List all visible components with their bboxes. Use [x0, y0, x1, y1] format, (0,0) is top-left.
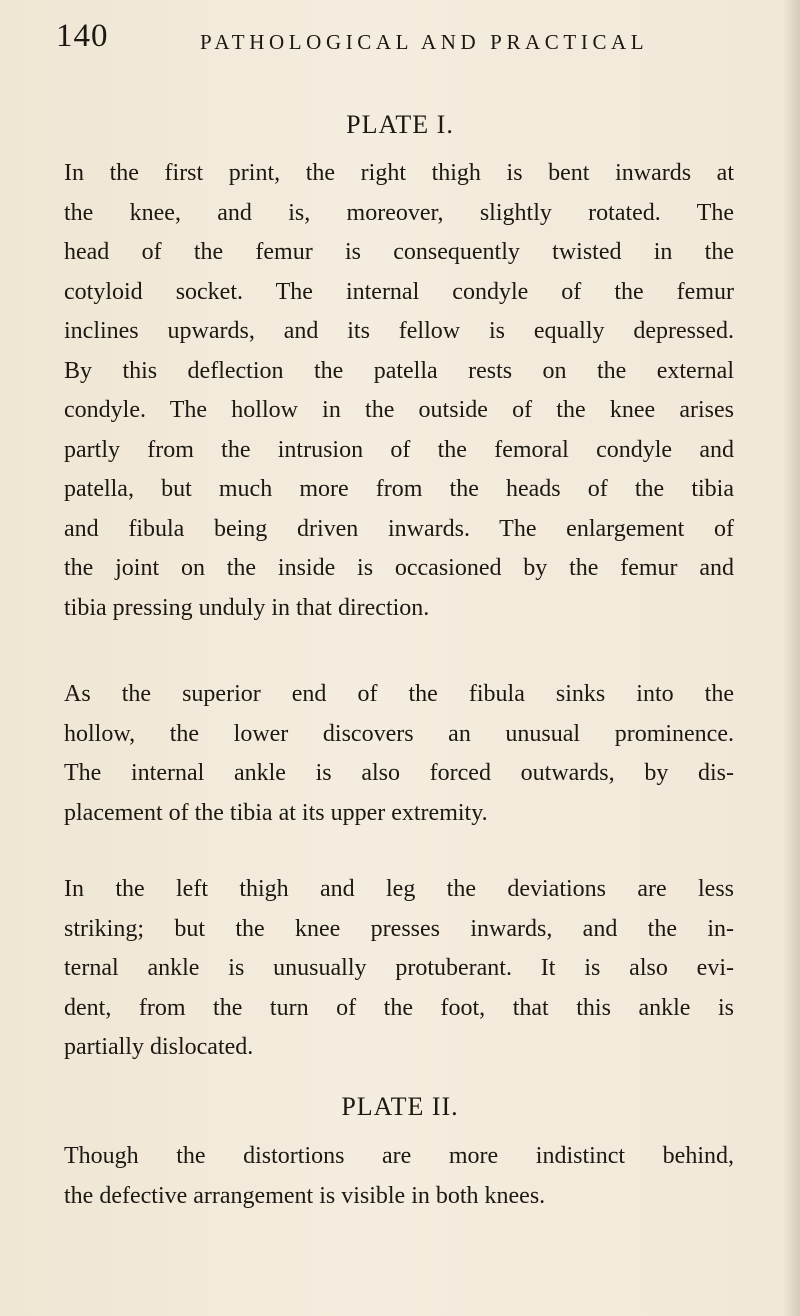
text-line: ternal ankle is unusually protuberant. It is also evi- — [64, 955, 734, 981]
text-line: condyle. The hollow in the outside of the knee arises — [64, 397, 734, 423]
text-line: In the first print, the right thigh is bent inwards at — [64, 160, 734, 186]
text-line: the joint on the inside is occasioned by the femur and — [64, 555, 734, 581]
text-line: The internal ankle is also forced outwards, by dis- — [64, 760, 734, 786]
plate-one-paragraph-2 — [64, 675, 734, 833]
text-line: In the left thigh and leg the deviations are less — [64, 876, 734, 902]
text-line: Though the distortions are more indistinct behind, — [64, 1143, 734, 1169]
text-line: patella, but much more from the heads of the tibia — [64, 476, 734, 502]
plate-two-heading: PLATE II. — [341, 1092, 459, 1121]
text-line: dent, from the turn of the foot, that this ankle is — [64, 994, 734, 1021]
plate-two-paragraph-1 — [64, 1137, 734, 1216]
page-number: 140 — [56, 18, 109, 54]
running-head-title: PATHOLOGICAL AND PRACTICAL — [200, 30, 649, 54]
text-line: tibia pressing unduly in that direction. — [64, 594, 430, 621]
text-line: By this deflection the patella rests on the external — [64, 357, 734, 384]
text-line: striking; but the knee presses inwards, and the in- — [64, 915, 734, 942]
plate-one-heading: PLATE I. — [346, 110, 454, 139]
text-line: and fibula being driven inwards. The enlargement of — [64, 515, 734, 542]
text-line: the knee, and is, moreover, slightly rotated. The — [64, 199, 734, 226]
running-head — [56, 18, 756, 62]
text-line: placement of the tibia at its upper extremity. — [64, 799, 488, 826]
text-line: hollow, the lower discovers an unusual prominence. — [64, 720, 734, 747]
text-line: As the superior end of the fibula sinks into the — [64, 681, 734, 707]
text-line: partly from the intrusion of the femoral condyle and — [64, 436, 734, 463]
text-line: partially dislocated. — [64, 1034, 254, 1060]
text-line: the defective arrangement is visible in both knees. — [64, 1182, 546, 1209]
plate-one-paragraph-3 — [64, 870, 734, 1068]
text-line: head of the femur is consequently twisted in the — [64, 239, 734, 265]
text-line: inclines upwards, and its fellow is equally depressed. — [64, 318, 734, 344]
text-line: cotyloid socket. The internal condyle of the femur — [64, 278, 734, 305]
plate-one-paragraph-1 — [64, 154, 734, 628]
